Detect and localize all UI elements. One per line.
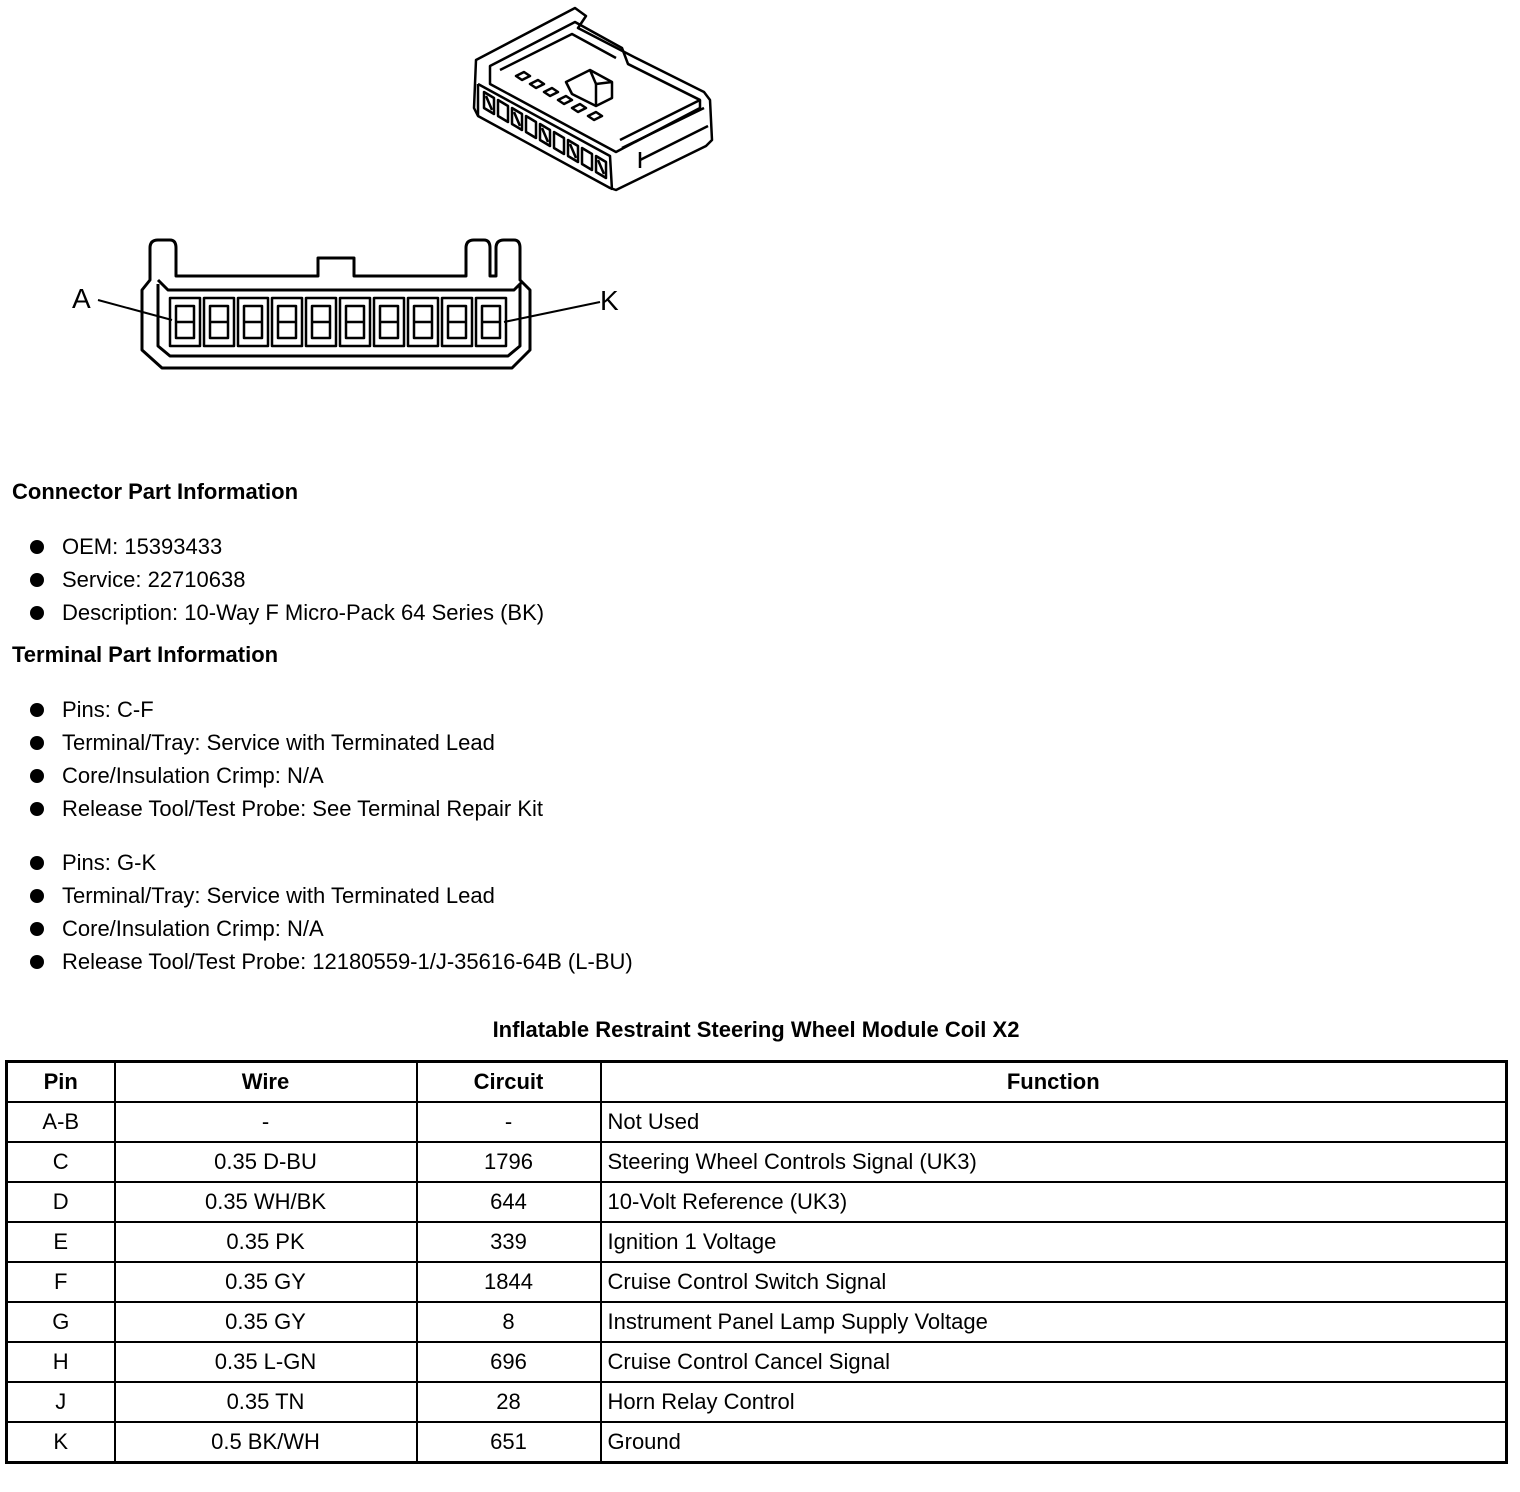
table-row	[7, 1222, 1507, 1262]
cell-function: Cruise Control Switch Signal	[601, 1262, 1507, 1302]
connector-isometric-view	[474, 8, 712, 190]
cell-wire: 0.35 TN	[115, 1382, 417, 1422]
terminal-part-info-heading: Terminal Part Information	[12, 642, 279, 667]
list-item: OEM: 15393433	[30, 530, 544, 563]
table-row	[7, 1102, 1507, 1142]
pin-label-k: K	[600, 285, 619, 316]
bullet-icon	[30, 889, 44, 903]
terminal-part-info-list-1	[30, 693, 543, 825]
table-row	[7, 1142, 1507, 1182]
bullet-icon	[30, 703, 44, 717]
bullet-icon	[30, 769, 44, 783]
table-row	[7, 1262, 1507, 1302]
bullet-icon	[30, 922, 44, 936]
header-wire: Wire	[115, 1062, 417, 1103]
cell-wire: 0.35 L-GN	[115, 1342, 417, 1382]
table-header-row	[7, 1062, 1507, 1103]
cell-pin: G	[7, 1302, 115, 1342]
cell-pin: A-B	[7, 1102, 115, 1142]
cell-wire: 0.5 BK/WH	[115, 1422, 417, 1463]
connector-part-info-heading: Connector Part Information	[12, 479, 299, 504]
list-item: Terminal/Tray: Service with Terminated Lead	[30, 879, 633, 912]
bullet-icon	[30, 606, 44, 620]
table-row	[7, 1422, 1507, 1463]
list-item: Release Tool/Test Probe: See Terminal Repair Kit	[30, 792, 543, 825]
cell-wire: 0.35 WH/BK	[115, 1182, 417, 1222]
list-item: Terminal/Tray: Service with Terminated Lead	[30, 726, 543, 759]
bullet-icon	[30, 540, 44, 554]
bullet-icon	[30, 802, 44, 816]
table-row	[7, 1302, 1507, 1342]
terminal-part-info-list-2	[30, 846, 633, 978]
bullet-icon	[30, 736, 44, 750]
cell-function: Steering Wheel Controls Signal (UK3)	[601, 1142, 1507, 1182]
cell-pin: J	[7, 1382, 115, 1422]
cell-function: 10-Volt Reference (UK3)	[601, 1182, 1507, 1222]
connector-drawing	[0, 0, 760, 400]
cell-wire: 0.35 PK	[115, 1222, 417, 1262]
cell-pin: K	[7, 1422, 115, 1463]
list-item: Core/Insulation Crimp: N/A	[30, 759, 543, 792]
cell-circuit: 696	[417, 1342, 601, 1382]
cell-pin: F	[7, 1262, 115, 1302]
pin-table	[5, 1060, 1508, 1464]
list-item: Service: 22710638	[30, 563, 544, 596]
list-item: Core/Insulation Crimp: N/A	[30, 912, 633, 945]
cell-pin: D	[7, 1182, 115, 1222]
list-item: Pins: C-F	[30, 693, 543, 726]
table-title: Inflatable Restraint Steering Wheel Module Coil X2	[492, 1017, 1020, 1042]
bullet-icon	[30, 856, 44, 870]
cell-circuit: 651	[417, 1422, 601, 1463]
cell-circuit: 1844	[417, 1262, 601, 1302]
pin-label-a: A	[72, 283, 91, 314]
cell-circuit: -	[417, 1102, 601, 1142]
cell-circuit: 644	[417, 1182, 601, 1222]
cell-function: Ground	[601, 1422, 1507, 1463]
cell-circuit: 8	[417, 1302, 601, 1342]
table-row	[7, 1182, 1507, 1222]
cell-function: Instrument Panel Lamp Supply Voltage	[601, 1302, 1507, 1342]
cell-function: Cruise Control Cancel Signal	[601, 1342, 1507, 1382]
header-circuit: Circuit	[417, 1062, 601, 1103]
header-pin: Pin	[7, 1062, 115, 1103]
connector-front-view	[98, 240, 600, 368]
cell-pin: C	[7, 1142, 115, 1182]
bullet-icon	[30, 573, 44, 587]
cell-circuit: 28	[417, 1382, 601, 1422]
cell-pin: E	[7, 1222, 115, 1262]
cell-function: Ignition 1 Voltage	[601, 1222, 1507, 1262]
cell-function: Not Used	[601, 1102, 1507, 1142]
cell-pin: H	[7, 1342, 115, 1382]
cell-circuit: 339	[417, 1222, 601, 1262]
list-item: Release Tool/Test Probe: 12180559-1/J-35616-64B (L-BU)	[30, 945, 633, 978]
cell-circuit: 1796	[417, 1142, 601, 1182]
cell-wire: -	[115, 1102, 417, 1142]
table-row	[7, 1342, 1507, 1382]
cell-wire: 0.35 GY	[115, 1262, 417, 1302]
connector-part-info-list	[30, 530, 544, 629]
cell-wire: 0.35 GY	[115, 1302, 417, 1342]
cell-wire: 0.35 D-BU	[115, 1142, 417, 1182]
header-function: Function	[601, 1062, 1507, 1103]
list-item: Pins: G-K	[30, 846, 633, 879]
cell-function: Horn Relay Control	[601, 1382, 1507, 1422]
list-item: Description: 10-Way F Micro-Pack 64 Series (BK)	[30, 596, 544, 629]
table-row	[7, 1382, 1507, 1422]
bullet-icon	[30, 955, 44, 969]
